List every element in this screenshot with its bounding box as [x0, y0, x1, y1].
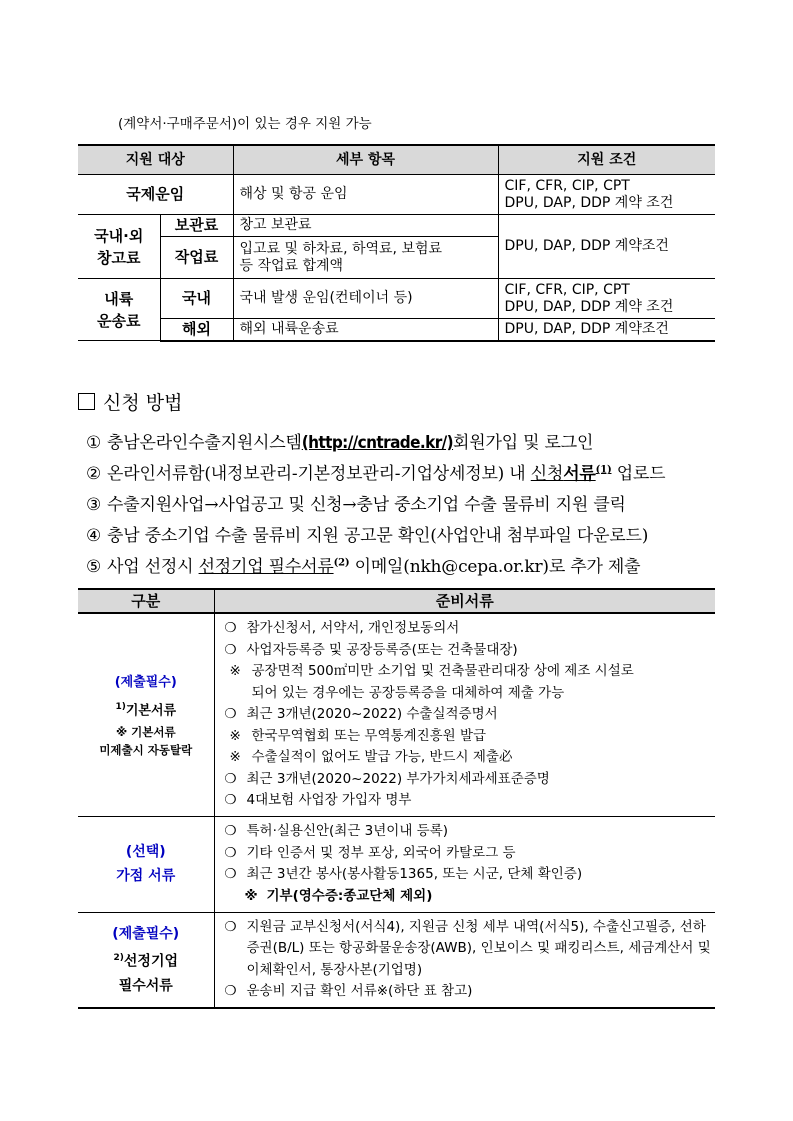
- category-line: 운송료: [97, 311, 141, 330]
- basic-docs-list: [214, 613, 715, 816]
- condition-domestic: [498, 279, 715, 319]
- condition-warehouse: DPU, DAP, DDP 계약조건: [498, 215, 715, 279]
- table-header-row: [78, 589, 715, 613]
- step-number: ③: [86, 495, 102, 515]
- category-line: (선택): [125, 844, 166, 860]
- circle-bullet-icon: ❍: [224, 792, 237, 808]
- detail-storage: 창고 보관료: [233, 215, 498, 237]
- circle-bullet-icon: ❍: [224, 641, 237, 658]
- step-number: ①: [86, 433, 102, 453]
- header-detail: 세부 항목: [233, 145, 498, 175]
- detail-domestic: 국내 발생 운임(컨테이너 등): [233, 279, 498, 319]
- category-line: 내륙: [104, 289, 134, 308]
- step-text: 사업 선정시: [107, 557, 199, 577]
- circle-bullet-icon: ❍: [224, 983, 237, 1000]
- condition-line: CIF, CFR, CIP, CPT: [504, 281, 630, 298]
- step-text: 회원가입 및 로그인: [453, 433, 594, 453]
- list-item: [225, 618, 716, 640]
- circle-bullet-icon: ❍: [224, 823, 237, 839]
- section-title: [78, 388, 182, 415]
- category-line: 선정기업: [123, 953, 178, 970]
- item-text: 기부(영수증:종교단체 제외): [266, 887, 433, 904]
- support-cost-table: [78, 144, 715, 342]
- item-text: 수출실적이 없어도 발급 가능, 반드시 제출必: [251, 749, 513, 765]
- circle-bullet-icon: ❍: [224, 770, 237, 787]
- label-work: 작업료: [160, 237, 233, 279]
- table-header-row: [78, 145, 715, 175]
- category-line: 창고료: [97, 248, 141, 267]
- label-storage: 보관료: [160, 215, 233, 237]
- item-text: 사업자등록증 및 공장등록증(또는 건축물대장): [246, 641, 518, 658]
- circle-bullet-icon: ❍: [224, 866, 237, 882]
- circle-bullet-icon: ❍: [224, 706, 237, 722]
- item-text: 운송비 지급 확인 서류※(하단 표 참고): [246, 983, 473, 1000]
- table-row: [78, 613, 715, 816]
- item-text: 최근 3개년(2020~2022) 부가가치세과세표준증명: [246, 770, 550, 787]
- step-text: 충남 중소기업 수출 물류비 지원 공고문 확인(사업안내 첨부파일 다운로드): [107, 526, 649, 546]
- table-row: [78, 912, 715, 1008]
- footnote-ref: 2): [113, 952, 124, 963]
- condition-line: DPU, DAP, DDP 계약 조건: [504, 298, 674, 315]
- condition-intl: [498, 175, 715, 215]
- step-text: 수출지원사업→사업공고 및 신청→충남 중소기업 수출 물류비 지원 클릭: [107, 495, 626, 515]
- detail-work: [233, 237, 498, 279]
- cntrade-link[interactable]: (http://cntrade.kr/): [301, 433, 454, 453]
- item-text: 한국무역협회 또는 무역통계진흥원 발급: [251, 727, 487, 744]
- category-line: 국내·외: [94, 226, 144, 245]
- section-title-text: 신청 방법: [103, 392, 183, 414]
- table-row: [78, 279, 715, 319]
- category-selected: [78, 912, 214, 1008]
- category-line: 기본서류: [125, 702, 177, 718]
- category-line: (제출필수): [114, 674, 177, 690]
- table-row: [78, 175, 715, 215]
- label-overseas: 해외: [160, 319, 233, 341]
- checkbox-square-icon: [78, 393, 95, 410]
- table-row: [78, 816, 715, 912]
- list-item: [225, 704, 716, 726]
- optional-docs-list: [214, 816, 715, 912]
- item-text: 특허·실용신안(최근 3년이내 등록): [246, 823, 449, 839]
- list-item: [225, 640, 716, 662]
- condition-overseas: DPU, DAP, DDP 계약조건: [498, 319, 715, 341]
- label-domestic: 국내: [160, 279, 233, 319]
- step-1: [86, 428, 593, 453]
- list-item: [225, 790, 716, 812]
- footnote-ref: 1): [115, 701, 126, 712]
- note-mark-icon: ※: [244, 887, 258, 904]
- required-docs-table: [78, 588, 715, 1009]
- selected-docs-list: [214, 912, 715, 1008]
- condition-line: CIF, CFR, CIP, CPT: [504, 177, 630, 194]
- item-text: 최근 3년간 봉사(봉사활동1365, 또는 시군, 단체 확인증): [246, 866, 583, 882]
- step-text: 온라인서류함(내정보관리-기본정보관리-기업상세정보) 내: [107, 464, 531, 484]
- table-row: [78, 319, 715, 341]
- item-text: 되어 있는 경우에는 공장등록증을 대체하여 제출 가능: [251, 684, 565, 701]
- header-condition: 지원 조건: [498, 145, 715, 175]
- list-item: [225, 769, 716, 791]
- step-number: ②: [86, 464, 102, 484]
- list-item: [225, 661, 716, 683]
- circle-bullet-icon: ❍: [224, 620, 237, 636]
- category-line: 필수서류: [118, 977, 173, 994]
- item-text: 기타 인증서 및 정부 포상, 외국어 카탈로그 등: [246, 844, 516, 861]
- item-text: 지원금 교부신청서(서식4), 지원금 신청 세부 내역(서식5), 수출신고필증, 선하증권(B/L) 또는 항공화물운송장(AWB), 인보이스 및 패킹리스트, 세금계산서 및 이체확인서, 통장사본(기업명): [246, 918, 711, 978]
- header-category: 구분: [78, 589, 214, 613]
- underlined-text: 신청: [530, 464, 564, 484]
- category-intl: 국제운임: [78, 175, 233, 215]
- intro-text: (계약서·구매주문서)이 있는 경우 지원 가능: [118, 116, 372, 132]
- category-inland: [78, 279, 160, 341]
- list-item: [225, 726, 716, 748]
- note-mark-icon: ※: [229, 663, 241, 679]
- step-text: 이메일(nkh@cepa.or.kr)로 추가 제출: [349, 557, 641, 577]
- note-mark-icon: ※: [229, 727, 241, 744]
- detail-intl: 해상 및 항공 운임: [233, 175, 498, 215]
- condition-line: DPU, DAP, DDP 계약 조건: [504, 194, 674, 211]
- list-item: [225, 886, 716, 908]
- step-text: 업로드: [611, 464, 666, 484]
- item-text: 공장면적 500㎡미만 소기업 및 건축물관리대장 상에 제조 시설로: [251, 663, 634, 679]
- category-basic: [78, 613, 214, 816]
- table-row: [78, 215, 715, 237]
- step-number: ⑤: [86, 557, 102, 577]
- footnote-ref: (1): [595, 464, 612, 476]
- underlined-text: 선정기업 필수서류: [198, 557, 334, 577]
- circle-bullet-icon: ❍: [224, 844, 237, 861]
- circle-bullet-icon: ❍: [224, 918, 237, 935]
- list-item: [225, 843, 716, 865]
- list-item: [225, 917, 716, 982]
- step-text: 충남온라인수출지원시스템: [107, 433, 302, 453]
- list-item: [225, 981, 716, 1003]
- header-target: 지원 대상: [78, 145, 233, 175]
- detail-line: 등 작업료 합계액: [239, 257, 344, 274]
- step-2: [86, 459, 665, 484]
- detail-overseas: 해외 내륙운송료: [233, 319, 498, 341]
- list-item: [225, 747, 716, 769]
- category-line: ※ 기본서류: [115, 724, 176, 739]
- list-item: [225, 683, 716, 705]
- note-mark-icon: ※: [229, 749, 241, 765]
- step-3: [86, 490, 626, 515]
- detail-line: 입고료 및 하차료, 하역료, 보험료: [239, 240, 443, 257]
- list-item: [225, 821, 716, 843]
- category-warehouse: [78, 215, 160, 279]
- item-text: 4대보험 사업장 가입자 명부: [246, 792, 412, 808]
- step-5: [86, 552, 640, 577]
- step-number: ④: [86, 526, 102, 546]
- category-line: (제출필수): [112, 925, 180, 942]
- step-4: [86, 521, 648, 546]
- category-line: 가점 서류: [116, 868, 176, 884]
- item-text: 최근 3개년(2020~2022) 수출실적증명서: [246, 706, 498, 722]
- footnote-ref: (2): [333, 557, 350, 569]
- list-item: [225, 864, 716, 886]
- header-documents: 준비서류: [214, 589, 715, 613]
- item-text: 참가신청서, 서약서, 개인정보동의서: [246, 620, 460, 636]
- category-optional: [78, 816, 214, 912]
- category-line: 미제출시 자동탈락: [99, 742, 193, 757]
- underlined-bold-text: 서류: [563, 464, 596, 484]
